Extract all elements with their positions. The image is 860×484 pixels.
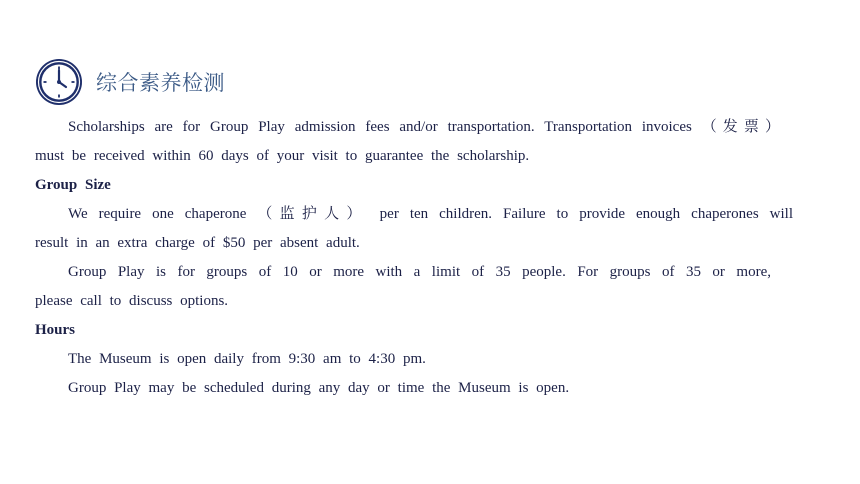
passage (35, 113, 793, 403)
passage-line-7: please call to discuss options. (35, 293, 229, 309)
passage-line-6: Group Play is for groups of 10 or more with a limit of 35 people. For groups of 35 or more, (68, 264, 771, 280)
heading-group-size: Group Size (35, 177, 111, 193)
section-title: 综合素养检测 (96, 71, 225, 95)
passage-line-9: The Museum is open daily from 9:30 am to 4:30 pm. (68, 351, 426, 367)
passage-line-1: Scholarships are for Group Play admission fees and/or transportation. Transportation invoices （发票） (68, 119, 780, 135)
passage-line-5: result in an extra charge of $50 per absent adult. (35, 235, 360, 251)
passage-line-2: must be received within 60 days of your visit to guarantee the scholarship. (35, 148, 530, 164)
passage-line-10: Group Play may be scheduled during any day or time the Museum is open. (68, 380, 570, 396)
section-header (34, 56, 225, 108)
passage-line-4: We require one chaperone （监护人） per ten children. Failure to provide enough chaperones will (68, 206, 793, 222)
clock-icon (34, 57, 84, 107)
heading-hours: Hours (35, 322, 76, 338)
